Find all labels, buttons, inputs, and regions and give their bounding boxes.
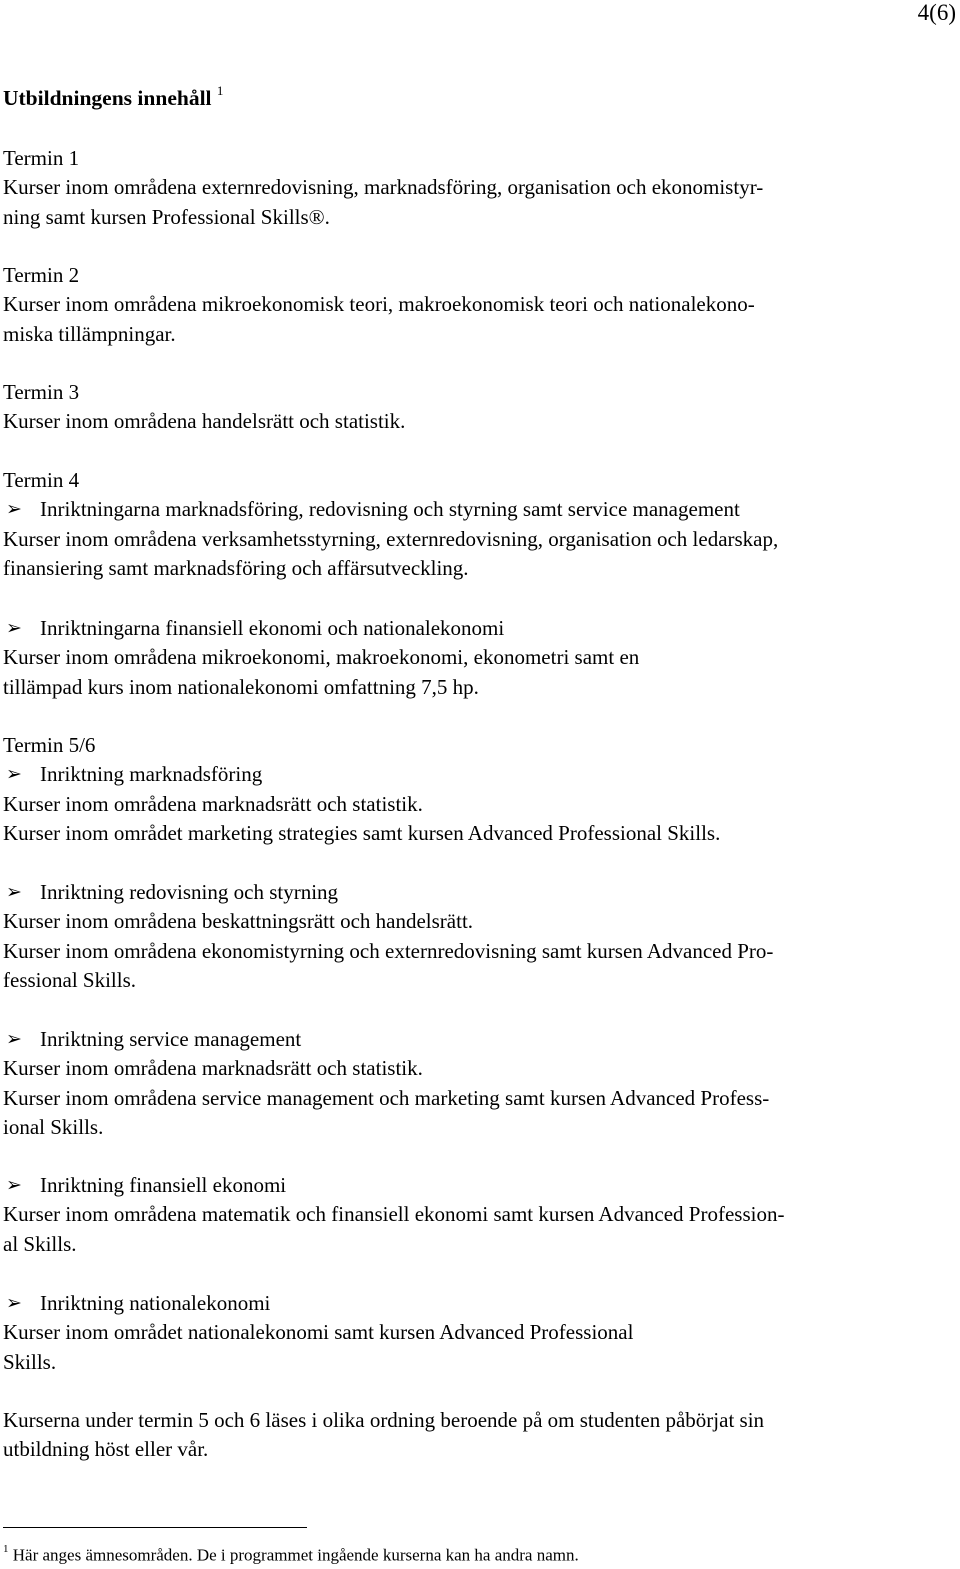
footnote (3, 1545, 579, 1566)
bullet-heading-text: Inriktning nationalekonomi (40, 1291, 271, 1315)
termin-1-title: Termin 1 (3, 146, 80, 170)
page-number: 4(6) (917, 0, 956, 25)
termin-56-line: Kurser inom området marketing strategies samt kursen Advanced Professional Skills. (3, 820, 721, 845)
termin-2-line: miska tillämpningar. (3, 321, 176, 346)
footnote-reference: 1 (216, 83, 224, 98)
bullet-heading-text: Inriktningarna finansiell ekonomi och nationalekonomi (40, 616, 505, 640)
termin-56-line: Kurser inom områdena ekonomistyrning och externredovisning samt kursen Advanced Pro- (3, 938, 774, 963)
termin-4-title: Termin 4 (3, 468, 80, 492)
closing-line: Kurserna under termin 5 och 6 läses i olika ordning beroende på om studenten påbörjat sin (3, 1408, 765, 1432)
termin-56-line: ional Skills. (3, 1114, 104, 1139)
termin-56-bullet-4 (3, 1171, 954, 1259)
closing-paragraph (3, 1406, 954, 1465)
termin-1-line: Kurser inom områdena externredovisning, marknadsföring, organisation och ekonomistyr- (3, 175, 764, 200)
page-title-text: Utbildningens innehåll (3, 86, 212, 111)
termin-2-line: Kurser inom områdena mikroekonomisk teori, makroekonomisk teori och nationalekono- (3, 292, 755, 317)
bullet-heading-text: Inriktningarna marknadsföring, redovisning och styrning samt service management (40, 497, 740, 522)
termin-2-section (3, 261, 954, 349)
arrowhead-bullet-icon: ➢ (6, 1029, 22, 1050)
arrowhead-bullet-icon: ➢ (6, 882, 22, 903)
termin-2-title: Termin 2 (3, 263, 80, 287)
termin-1-section (3, 144, 954, 232)
arrowhead-bullet-icon: ➢ (6, 1175, 22, 1196)
termin-4-line: Kurser inom områdena mikroekonomi, makroekonomi, ekonometri samt en (3, 645, 640, 670)
termin-56-line: fessional Skills. (3, 967, 137, 992)
arrowhead-bullet-icon: ➢ (6, 499, 22, 521)
termin-56-line: Kurser inom områdena marknadsrätt och statistik. (3, 1056, 423, 1081)
termin-3-line: Kurser inom områdena handelsrätt och statistik. (3, 409, 406, 434)
termin-56-line: al Skills. (3, 1231, 77, 1256)
termin-56-line: Kurser inom områdena beskattningsrätt och handelsrätt. (3, 909, 474, 934)
bullet-heading (3, 614, 954, 643)
termin-3-section (3, 378, 954, 437)
termin-56-line: Skills. (3, 1349, 57, 1374)
termin-4-line: Kurser inom områdena verksamhetsstyrning, externredovisning, organisation och ledarskap, (3, 526, 779, 551)
bullet-heading (3, 1025, 954, 1054)
termin-56-bullet-3 (3, 1025, 954, 1142)
bullet-heading-text: Inriktning redovisning och styrning (40, 880, 339, 904)
bullet-heading (3, 495, 954, 524)
termin-3-title: Termin 3 (3, 380, 80, 404)
bullet-heading (3, 878, 954, 907)
termin-4-section (3, 466, 954, 583)
arrowhead-bullet-icon: ➢ (6, 618, 22, 639)
bullet-heading (3, 1289, 954, 1318)
arrowhead-bullet-icon: ➢ (6, 764, 22, 786)
termin-56-line: Kurser inom områdena matematik och finansiell ekonomi samt kursen Advanced Profession- (3, 1202, 785, 1227)
termin-56-section (3, 731, 954, 848)
bullet-heading (3, 1171, 954, 1200)
termin-56-line: Kurser inom området nationalekonomi samt kursen Advanced Professional (3, 1320, 634, 1345)
termin-4-bullet-2 (3, 614, 954, 702)
termin-56-bullet-5 (3, 1289, 954, 1377)
bullet-heading-text: Inriktning finansiell ekonomi (40, 1173, 287, 1197)
termin-56-line: Kurser inom områdena service management och marketing samt kursen Advanced Profess- (3, 1085, 770, 1110)
termin-4-line: tillämpad kurs inom nationalekonomi omfattning 7,5 hp. (3, 674, 479, 699)
bullet-heading-text: Inriktning service management (40, 1027, 302, 1051)
closing-line: utbildning höst eller vår. (3, 1437, 209, 1462)
termin-56-line: Kurser inom områdena marknadsrätt och statistik. (3, 791, 423, 816)
termin-56-title: Termin 5/6 (3, 733, 96, 757)
arrowhead-bullet-icon: ➢ (6, 1293, 22, 1314)
termin-4-line: finansiering samt marknadsföring och affärsutveckling. (3, 555, 469, 580)
termin-56-bullet-2 (3, 878, 954, 995)
bullet-heading (3, 760, 954, 789)
bullet-heading-text: Inriktning marknadsföring (40, 762, 263, 787)
footnote-text: Här anges ämnesområden. De i programmet ingående kurserna kan ha andra namn. (12, 1545, 579, 1565)
footnote-divider (3, 1527, 307, 1528)
footnote-number: 1 (3, 1543, 9, 1555)
termin-1-line: ning samt kursen Professional Skills®. (3, 204, 330, 229)
page-title (3, 85, 223, 111)
